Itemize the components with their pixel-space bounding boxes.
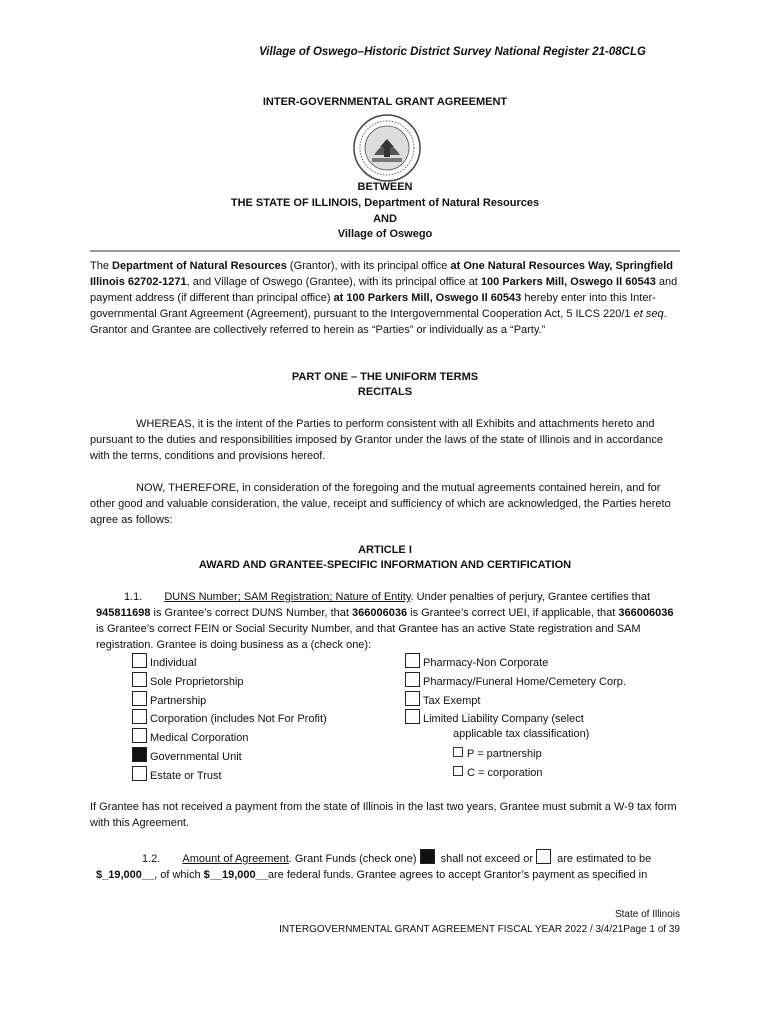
recitals-title: RECITALS <box>357 386 413 398</box>
article-title: ARTICLE I <box>358 544 412 556</box>
llc-note: applicable tax classification) <box>453 728 590 740</box>
part-one-title: PART ONE – THE UNIFORM TERMS <box>291 371 479 383</box>
entity-option-corporation[interactable]: Corporation (includes Not For Profit) <box>132 709 327 725</box>
w9-notice: If Grantee has not received a payment from the state of Illinois in the last two years, Grantee must submit a W-9 tax form with this Agreement. <box>90 801 677 829</box>
checkbox[interactable] <box>405 672 420 687</box>
section-1-1: 1.1. DUNS Number; SAM Registration; Nature of Entity. Under penalties of perjury, Grantee certifies that 945811698 is Grantee’s correct DUNS Number, that 366006036 is Grantee’s correct UEI, if applicable, that 366006036 is Grantee’s correct FEIN or Social Security Number, and that Grantee has an active State registration and SAM registration. Grantee is doing business as a (check one): <box>96 591 674 651</box>
entity-option-individual[interactable]: Individual <box>132 653 196 669</box>
not-exceed-checkbox[interactable] <box>420 849 435 864</box>
checkbox[interactable] <box>132 653 147 668</box>
between-label: BETWEEN <box>357 181 413 193</box>
party-one: THE STATE OF ILLINOIS, Department of Natural Resources <box>230 197 540 209</box>
checkbox[interactable] <box>405 653 420 668</box>
entity-option-pharmacy-non-corporate[interactable]: Pharmacy-Non Corporate <box>405 653 548 669</box>
entity-option-llc[interactable]: Limited Liability Company (select <box>405 709 584 725</box>
footer-state: State of Illinois <box>614 909 680 920</box>
whereas-paragraph: WHEREAS, it is the intent of the Parties to perform consistent with all Exhibits and attachments hereto and pursuant to the duties and responsibilities imposed by Grantor under the laws of the state of Illinois and in accordance with the terms, conditions and provisions hereof. <box>90 418 663 462</box>
entity-option-medical-corporation[interactable]: Medical Corporation <box>132 728 248 744</box>
and-label: AND <box>373 213 397 225</box>
checkbox[interactable] <box>132 672 147 687</box>
entity-option-pharmacy-funeral-home[interactable]: Pharmacy/Funeral Home/Cemetery Corp. <box>405 672 626 688</box>
entity-option-estate-or-trust[interactable]: Estate or Trust <box>132 766 222 782</box>
entity-option-sole-proprietorship[interactable]: Sole Proprietorship <box>132 672 244 688</box>
checkbox[interactable] <box>132 691 147 706</box>
footer <box>279 907 680 937</box>
intro-paragraph: The Department of Natural Resources (Grantor), with its principal office at One Natural Resources Way, Springfield Illinois 62702-1271, and Village of Oswego (Grantee), with its principal office at 100 Parkers Mill, Oswego Il 60543 and payment address (if different than principal office) at 100 Parkers Mill, Oswego Il 60543 hereby enter into this Inter-governmental Grant Agreement (Agreement), pursuant to the Intergovernmental Cooperation Act, 5 ILCS 220/1 et seq. Grantor and Grantee are collectively referred to herein as “Parties” or individually as a “Party.” <box>90 260 678 336</box>
article-subtitle: AWARD AND GRANTEE-SPECIFIC INFORMATION AND CERTIFICATION <box>198 559 572 571</box>
llc-option-partnership[interactable]: P = partnership <box>453 747 542 760</box>
estimated-checkbox[interactable] <box>536 849 551 864</box>
state-seal-image <box>352 113 422 183</box>
footer-page-info: INTERGOVERNMENTAL GRANT AGREEMENT FISCAL YEAR 2022 / 3/4/21Page 1 of 39 <box>279 924 680 935</box>
entity-option-partnership[interactable]: Partnership <box>132 691 206 707</box>
checkbox-checked[interactable] <box>132 747 147 762</box>
checkbox[interactable] <box>132 728 147 743</box>
checkbox[interactable] <box>453 766 463 776</box>
section-1-2: 1.2. Amount of Agreement. Grant Funds (check one) shall not exceed or are estimated to be $_19,000__, of which $__19,000__are federal funds. Grantee agrees to accept Grantor’s payment as specified in <box>96 849 682 883</box>
divider <box>90 250 680 252</box>
document-title: INTER-GOVERNMENTAL GRANT AGREEMENT <box>262 96 508 108</box>
llc-option-corporation[interactable]: C = corporation <box>453 766 543 779</box>
entity-option-governmental-unit[interactable]: Governmental Unit <box>132 747 242 763</box>
party-two: Village of Oswego <box>337 228 433 240</box>
checkbox[interactable] <box>132 766 147 781</box>
checkbox[interactable] <box>405 709 420 724</box>
entity-option-tax-exempt[interactable]: Tax Exempt <box>405 691 480 707</box>
checkbox[interactable] <box>453 747 463 757</box>
checkbox[interactable] <box>405 691 420 706</box>
now-therefore-paragraph: NOW, THEREFORE, in consideration of the foregoing and the mutual agreements contained herein, and for other good and valuable consideration, the value, receipt and sufficiency of which are acknowledged, the Parties hereto agree as follows: <box>90 482 671 526</box>
checkbox[interactable] <box>132 709 147 724</box>
running-header: Village of Oswego–Historic District Survey National Register 21-08CLG <box>259 46 646 58</box>
